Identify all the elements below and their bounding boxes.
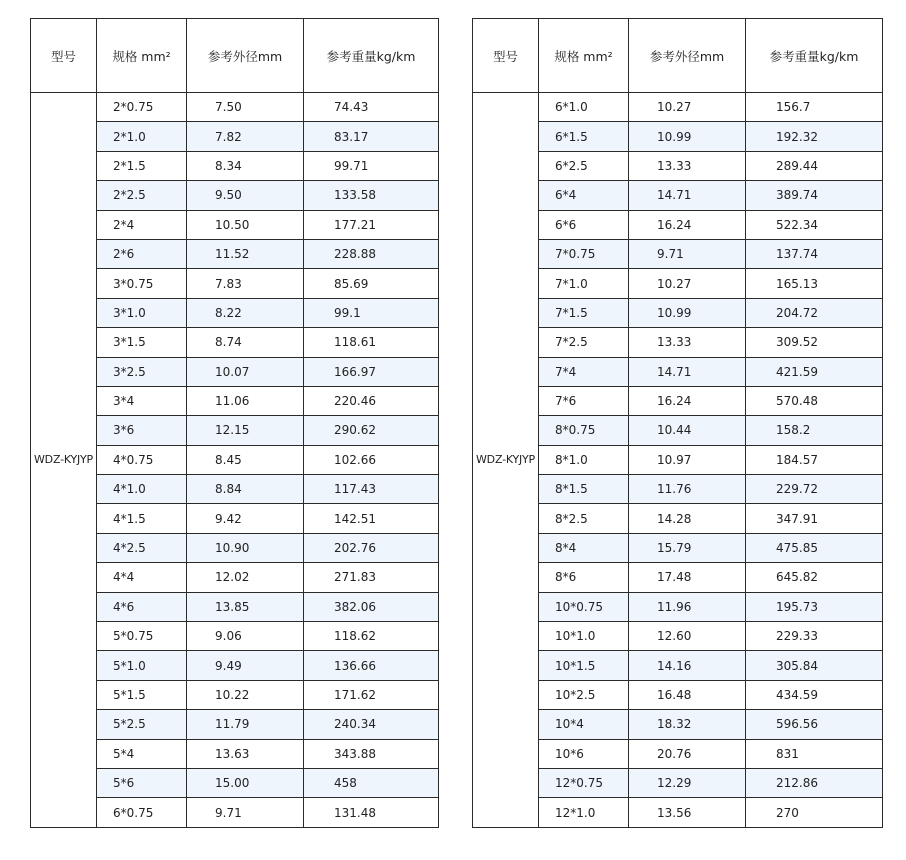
- header-model: 型号: [473, 19, 539, 93]
- spec-table-left: [30, 18, 439, 828]
- weight-cell: 192.32: [746, 122, 883, 151]
- table-body: [473, 93, 883, 828]
- weight-cell: 596.56: [746, 710, 883, 739]
- outer-diameter-cell: 8.74: [187, 328, 304, 357]
- spec-cell: 2*2.5: [97, 181, 187, 210]
- spec-cell: 10*0.75: [539, 592, 629, 621]
- weight-cell: 165.13: [746, 269, 883, 298]
- spec-cell: 4*0.75: [97, 445, 187, 474]
- model-cell: WDZ-KYJYP: [473, 93, 539, 828]
- outer-diameter-cell: 7.50: [187, 93, 304, 122]
- weight-cell: 118.61: [304, 328, 439, 357]
- outer-diameter-cell: 8.22: [187, 298, 304, 327]
- header-model: 型号: [31, 19, 97, 93]
- outer-diameter-cell: 11.79: [187, 710, 304, 739]
- spec-cell: 5*1.0: [97, 651, 187, 680]
- spec-cell: 7*6: [539, 386, 629, 415]
- outer-diameter-cell: 9.49: [187, 651, 304, 680]
- outer-diameter-cell: 13.63: [187, 739, 304, 768]
- spec-cell: 3*1.5: [97, 328, 187, 357]
- outer-diameter-cell: 18.32: [629, 710, 746, 739]
- weight-cell: 184.57: [746, 445, 883, 474]
- outer-diameter-cell: 11.96: [629, 592, 746, 621]
- outer-diameter-cell: 14.28: [629, 504, 746, 533]
- spec-cell: 5*0.75: [97, 622, 187, 651]
- table-header-row: [31, 19, 439, 93]
- outer-diameter-cell: 16.48: [629, 680, 746, 709]
- spec-cell: 6*2.5: [539, 151, 629, 180]
- spec-cell: 5*6: [97, 768, 187, 797]
- header-spec: 规格 mm²: [539, 19, 629, 93]
- outer-diameter-cell: 9.50: [187, 181, 304, 210]
- weight-cell: 136.66: [304, 651, 439, 680]
- header-weight: 参考重量kg/km: [304, 19, 439, 93]
- outer-diameter-cell: 11.76: [629, 475, 746, 504]
- outer-diameter-cell: 13.33: [629, 151, 746, 180]
- header-weight: 参考重量kg/km: [746, 19, 883, 93]
- outer-diameter-cell: 10.27: [629, 93, 746, 122]
- spec-cell: 3*0.75: [97, 269, 187, 298]
- header-outer-diameter: 参考外径mm: [187, 19, 304, 93]
- spec-cell: 6*0.75: [97, 798, 187, 827]
- outer-diameter-cell: 12.02: [187, 563, 304, 592]
- spec-table-right: [472, 18, 883, 828]
- spec-cell: 10*6: [539, 739, 629, 768]
- outer-diameter-cell: 10.27: [629, 269, 746, 298]
- spec-cell: 2*0.75: [97, 93, 187, 122]
- weight-cell: 229.72: [746, 475, 883, 504]
- spec-cell: 7*1.0: [539, 269, 629, 298]
- table-row: [31, 93, 439, 122]
- spec-cell: 3*4: [97, 386, 187, 415]
- outer-diameter-cell: 10.44: [629, 416, 746, 445]
- spec-cell: 10*1.0: [539, 622, 629, 651]
- outer-diameter-cell: 9.06: [187, 622, 304, 651]
- outer-diameter-cell: 7.83: [187, 269, 304, 298]
- spec-cell: 8*6: [539, 563, 629, 592]
- weight-cell: 204.72: [746, 298, 883, 327]
- weight-cell: 142.51: [304, 504, 439, 533]
- spec-cell: 2*4: [97, 210, 187, 239]
- weight-cell: 570.48: [746, 386, 883, 415]
- spec-cell: 6*4: [539, 181, 629, 210]
- spec-cell: 5*1.5: [97, 680, 187, 709]
- weight-cell: 99.1: [304, 298, 439, 327]
- spec-cell: 2*6: [97, 239, 187, 268]
- outer-diameter-cell: 11.52: [187, 239, 304, 268]
- outer-diameter-cell: 8.34: [187, 151, 304, 180]
- weight-cell: 83.17: [304, 122, 439, 151]
- weight-cell: 166.97: [304, 357, 439, 386]
- weight-cell: 202.76: [304, 533, 439, 562]
- weight-cell: 195.73: [746, 592, 883, 621]
- weight-cell: 99.71: [304, 151, 439, 180]
- weight-cell: 309.52: [746, 328, 883, 357]
- spec-cell: 10*1.5: [539, 651, 629, 680]
- weight-cell: 305.84: [746, 651, 883, 680]
- spec-cell: 4*4: [97, 563, 187, 592]
- weight-cell: 220.46: [304, 386, 439, 415]
- spec-cell: 6*1.0: [539, 93, 629, 122]
- outer-diameter-cell: 9.71: [187, 798, 304, 827]
- spec-cell: 6*1.5: [539, 122, 629, 151]
- weight-cell: 289.44: [746, 151, 883, 180]
- weight-cell: 475.85: [746, 533, 883, 562]
- spec-cell: 7*4: [539, 357, 629, 386]
- spec-cell: 6*6: [539, 210, 629, 239]
- outer-diameter-cell: 10.99: [629, 122, 746, 151]
- outer-diameter-cell: 17.48: [629, 563, 746, 592]
- weight-cell: 270: [746, 798, 883, 827]
- outer-diameter-cell: 9.42: [187, 504, 304, 533]
- weight-cell: 645.82: [746, 563, 883, 592]
- outer-diameter-cell: 10.22: [187, 680, 304, 709]
- spec-cell: 4*6: [97, 592, 187, 621]
- outer-diameter-cell: 7.82: [187, 122, 304, 151]
- spec-cell: 5*2.5: [97, 710, 187, 739]
- spec-cell: 7*0.75: [539, 239, 629, 268]
- weight-cell: 271.83: [304, 563, 439, 592]
- table-body: [31, 93, 439, 828]
- weight-cell: 458: [304, 768, 439, 797]
- outer-diameter-cell: 9.71: [629, 239, 746, 268]
- weight-cell: 177.21: [304, 210, 439, 239]
- outer-diameter-cell: 14.16: [629, 651, 746, 680]
- outer-diameter-cell: 11.06: [187, 386, 304, 415]
- spec-cell: 5*4: [97, 739, 187, 768]
- weight-cell: 156.7: [746, 93, 883, 122]
- spec-cell: 10*4: [539, 710, 629, 739]
- spec-cell: 10*2.5: [539, 680, 629, 709]
- model-cell: WDZ-KYJYP: [31, 93, 97, 828]
- spec-cell: 7*1.5: [539, 298, 629, 327]
- spec-cell: 7*2.5: [539, 328, 629, 357]
- weight-cell: 434.59: [746, 680, 883, 709]
- weight-cell: 102.66: [304, 445, 439, 474]
- weight-cell: 831: [746, 739, 883, 768]
- spec-cell: 8*1.0: [539, 445, 629, 474]
- outer-diameter-cell: 10.99: [629, 298, 746, 327]
- spec-cell: 8*2.5: [539, 504, 629, 533]
- outer-diameter-cell: 13.85: [187, 592, 304, 621]
- outer-diameter-cell: 10.90: [187, 533, 304, 562]
- outer-diameter-cell: 13.33: [629, 328, 746, 357]
- spec-cell: 2*1.5: [97, 151, 187, 180]
- outer-diameter-cell: 10.07: [187, 357, 304, 386]
- outer-diameter-cell: 14.71: [629, 357, 746, 386]
- spec-cell: 12*0.75: [539, 768, 629, 797]
- outer-diameter-cell: 16.24: [629, 386, 746, 415]
- spec-cell: 4*1.5: [97, 504, 187, 533]
- outer-diameter-cell: 12.15: [187, 416, 304, 445]
- weight-cell: 74.43: [304, 93, 439, 122]
- weight-cell: 212.86: [746, 768, 883, 797]
- outer-diameter-cell: 16.24: [629, 210, 746, 239]
- outer-diameter-cell: 15.00: [187, 768, 304, 797]
- spec-cell: 3*6: [97, 416, 187, 445]
- outer-diameter-cell: 8.45: [187, 445, 304, 474]
- spec-cell: 3*1.0: [97, 298, 187, 327]
- weight-cell: 389.74: [746, 181, 883, 210]
- table-header-row: [473, 19, 883, 93]
- weight-cell: 158.2: [746, 416, 883, 445]
- weight-cell: 137.74: [746, 239, 883, 268]
- weight-cell: 133.58: [304, 181, 439, 210]
- outer-diameter-cell: 8.84: [187, 475, 304, 504]
- weight-cell: 421.59: [746, 357, 883, 386]
- weight-cell: 382.06: [304, 592, 439, 621]
- spec-cell: 12*1.0: [539, 798, 629, 827]
- spec-cell: 3*2.5: [97, 357, 187, 386]
- table-row: [473, 93, 883, 122]
- outer-diameter-cell: 12.60: [629, 622, 746, 651]
- weight-cell: 171.62: [304, 680, 439, 709]
- spec-cell: 4*2.5: [97, 533, 187, 562]
- spec-cell: 4*1.0: [97, 475, 187, 504]
- spec-cell: 8*1.5: [539, 475, 629, 504]
- weight-cell: 290.62: [304, 416, 439, 445]
- weight-cell: 85.69: [304, 269, 439, 298]
- weight-cell: 240.34: [304, 710, 439, 739]
- outer-diameter-cell: 14.71: [629, 181, 746, 210]
- weight-cell: 131.48: [304, 798, 439, 827]
- spec-cell: 8*0.75: [539, 416, 629, 445]
- spec-cell: 2*1.0: [97, 122, 187, 151]
- outer-diameter-cell: 10.50: [187, 210, 304, 239]
- header-spec: 规格 mm²: [97, 19, 187, 93]
- weight-cell: 228.88: [304, 239, 439, 268]
- spec-cell: 8*4: [539, 533, 629, 562]
- outer-diameter-cell: 13.56: [629, 798, 746, 827]
- weight-cell: 347.91: [746, 504, 883, 533]
- outer-diameter-cell: 20.76: [629, 739, 746, 768]
- weight-cell: 118.62: [304, 622, 439, 651]
- weight-cell: 343.88: [304, 739, 439, 768]
- weight-cell: 229.33: [746, 622, 883, 651]
- weight-cell: 117.43: [304, 475, 439, 504]
- outer-diameter-cell: 10.97: [629, 445, 746, 474]
- outer-diameter-cell: 12.29: [629, 768, 746, 797]
- weight-cell: 522.34: [746, 210, 883, 239]
- outer-diameter-cell: 15.79: [629, 533, 746, 562]
- header-outer-diameter: 参考外径mm: [629, 19, 746, 93]
